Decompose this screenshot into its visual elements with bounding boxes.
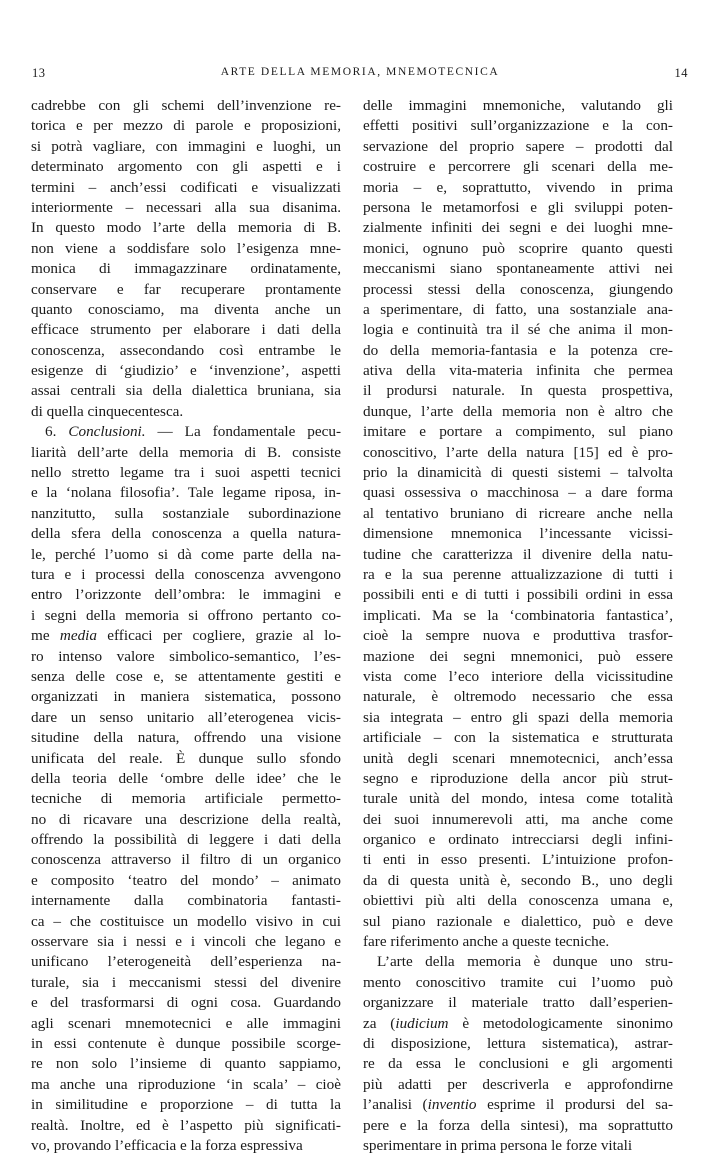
text-line: le, perché l’uomo si dà come parte della na- [31, 545, 341, 563]
text-line: e la ‘nolana filosofia’. Tale legame riposa, in- [31, 484, 341, 502]
text-line: unificano l’eterogeneità dell’esperienza na- [31, 953, 341, 971]
text-line: me media efficaci per cogliere, grazie al lo- [31, 627, 342, 645]
text-line: 6. Conclusioni. — La fondamentale pecu- [45, 423, 341, 441]
text-line: dimensione mnemonica l’incessante vicissi- [363, 525, 673, 543]
text-line: a sperimentare, di fatto, una sostanziale ana- [363, 300, 673, 318]
text-line: della sfera della conoscenza a quella natura- [31, 525, 341, 543]
text-line: il prodursi naturale. In questa prospettiva, [363, 382, 673, 400]
text-line: senza delle cose e, se attentamente gestiti e [31, 667, 341, 685]
text-line: ma anche una riproduzione ‘in scala’ – cioè [31, 1075, 341, 1093]
text-line: nello stretto legame tra i suoi aspetti tecnici [31, 464, 341, 482]
text-line: naturale, è oltremodo necessario che essa [363, 688, 673, 706]
text-line: L’arte della memoria è dunque uno stru- [377, 953, 673, 971]
text-line: offrendo la possibilità di leggere i dati della [31, 831, 341, 849]
page-number-right: 14 [674, 66, 688, 80]
text-line: interiormente – necessari alla sua disanima. [31, 198, 341, 216]
text-line: possibili enti e di tutti i possibili ordini in essa [363, 586, 673, 604]
text-line: torica e per mezzo di parole e proposizioni, [31, 117, 341, 135]
text-line: ti enti in esso presenti. L’intuizione profon- [363, 851, 673, 869]
text-line: logia e continuità tra il sé che anima il mon- [363, 321, 673, 339]
text-line: quanto conosciamo, ma diventa anche un [31, 300, 341, 318]
text-line: conservare e far recuperare prontamente [31, 280, 341, 298]
text-line: cadrebbe con gli schemi dell’invenzione re- [31, 97, 341, 114]
text-line: za (iudicium è metodologicamente sinonimo [363, 1014, 673, 1032]
text-line: liarità dell’arte della memoria di B. consiste [31, 443, 341, 461]
text-line: vista come l’eco interiore della vicissitudine [363, 667, 673, 685]
text-line: osservare sia i nessi e i vincoli che legano e [31, 933, 341, 951]
text-line: conoscenza, assecondando così entrambe le [31, 341, 341, 359]
text-line: ra e la sua perenne attualizzazione di tutti i [363, 565, 673, 583]
text-line: pere e la forza della sintesi), ma soprattutto [363, 1116, 673, 1134]
text-line: conoscitivo, l’arte della natura [15] ed è pro- [363, 443, 673, 461]
text-line: organizzati in maniera sistematica, possono [31, 688, 341, 706]
text-line: fare riferimento anche a queste tecniche. [363, 933, 610, 951]
text-line: dare un senso unitario all’eterogenea vicis- [31, 708, 341, 726]
text-line: determinato argomento con gli aspetti e i [31, 158, 341, 176]
text-line: do della memoria-fantasia e la potenza cre- [363, 341, 673, 359]
text-line: unità degli scenari mnemotecnici, anch’essa [363, 749, 673, 767]
text-line: entro l’orizzonte dell’ombra: le immagini e [31, 586, 341, 604]
text-line: al tentativo bruniano di ricreare anche nella [363, 504, 673, 522]
text-line: non viene a soddisfare solo l’esigenza mne- [31, 239, 341, 257]
text-line: delle immagini mnemoniche, valutando gli [363, 97, 673, 114]
text-line: turale unità del mondo, intesa come totalità [363, 790, 673, 808]
text-line: conoscenza attraverso il filtro di un organico [31, 851, 341, 869]
text-line: organizzare il materiale tratto dall’esperien- [363, 994, 673, 1012]
text-line: imitare e portare a compimento, sul piano [363, 423, 673, 441]
text-line: dei suoi innumerevoli atti, ma anche come [363, 810, 673, 828]
text-line: da di questa unità è, secondo B., uno degli [363, 871, 673, 889]
text-line: sperimentare in prima persona le forze vitali [363, 1136, 633, 1154]
text-line: unificata del reale. È dunque sullo sfondo [31, 749, 341, 767]
text-line: tudine che caratterizza il divenire della natu- [363, 545, 673, 563]
text-line: assai centrali sia della dialettica bruniana, sia [31, 382, 341, 400]
text-line: re non solo l’insieme di quanto sappiamo, [31, 1055, 341, 1073]
text-line: mento conoscitivo tramite cui l’uomo può [363, 973, 673, 991]
text-line: meccanismi siano spontaneamente attivi nei [363, 260, 673, 278]
text-line: segno e riproduzione della ancor più strut- [363, 769, 673, 787]
text-line: in essi contenute è dunque possibile scorge- [31, 1034, 341, 1052]
text-line: effetti positivi sull’organizzazione e la con- [363, 117, 673, 135]
text-line: no di ricavare una descrizione della realtà, [31, 810, 341, 828]
text-line: implicati. Ma se la ‘combinatoria fantastica’, [363, 606, 673, 624]
text-line: monica di immagazzinare ordinatamente, [31, 260, 341, 278]
text-line: efficace strumento per elaborare i dati della [31, 321, 341, 339]
text-line: in similitudine e proporzione – di tutta la [31, 1096, 341, 1114]
text-line: turale, sia i meccanismi stessi del divenire [31, 973, 341, 991]
text-line: l’analisi (inventio esprime il prodursi del sa- [363, 1096, 674, 1114]
text-line: tecniche di memoria artificiale permetto- [31, 790, 341, 808]
text-line: sia integrata – entro gli spazi della memoria [363, 708, 673, 726]
text-line: processi stessi della conoscenza, giungendo [363, 280, 673, 298]
text-line: si potrà vagliare, con immagini e luoghi, un [31, 137, 341, 155]
text-line: realtà. Inoltre, ed è l’aspetto più significati- [31, 1116, 341, 1134]
text-line: monici, ognuno può scoprire quanto questi [363, 239, 673, 257]
text-line: ca – che costituisce un modello visivo in cui [31, 912, 341, 930]
left-column [31, 96, 342, 1154]
text-line: ativa della vita-materia infinita che permea [363, 362, 673, 380]
text-line: i segni della memoria si offrono pertanto co- [31, 606, 341, 624]
text-line: più adatti per descriverla e approfondirne [363, 1075, 673, 1093]
text-line: costruire e percorrere gli scenari della me- [363, 158, 673, 176]
text-line: re da essa le conclusioni e gli argomenti [363, 1055, 673, 1073]
text-line: e del trasformarsi di ogni cosa. Guardando [31, 994, 341, 1012]
text-line: zialmente infiniti dei segni e dei luoghi mne- [363, 219, 673, 237]
text-line: esigenze di ‘giudizio’ e ‘invenzione’, aspetti [31, 362, 341, 380]
text-line: cioè la sempre nuova e produttiva trasfor- [363, 627, 673, 645]
text-line: quasi ossessiva o macchinosa – a dare forma [363, 484, 673, 502]
text-line: obiettivi più alti della conoscenza umana e, [363, 892, 673, 910]
text-line: organico e ordinato intrecciarsi degli infini- [363, 831, 673, 849]
page-header [32, 66, 688, 86]
text-line: termini – anch’essi codificati e visualizzati [31, 178, 341, 196]
text-line: dunque, l’arte della memoria non è altro che [363, 402, 673, 420]
text-line: e composito ‘teatro del mondo’ – animato [31, 871, 341, 889]
text-line: situdine della natura, offrendo una visione [31, 729, 341, 747]
text-line: persona le metamorfosi e gli sviluppi poten- [363, 198, 673, 216]
text-line: In questo modo l’arte della memoria di B. [31, 219, 341, 237]
text-line: prio la dinamicità di questi sistemi – talvolta [363, 464, 673, 482]
right-column [363, 96, 674, 1154]
text-line: servazione del proprio sapere – prodotti dal [363, 137, 673, 155]
text-line: ro intenso valore simbolico-semantico, l’es- [31, 647, 341, 665]
text-line: tura e i processi della conoscenza avvengono [31, 565, 341, 583]
text-line: nanzitutto, sulla sostanziale subordinazione [31, 504, 341, 522]
text-line: moria – e, soprattutto, vivendo in prima [363, 178, 673, 196]
text-line: sul piano razionale e dialettico, può e deve [363, 912, 673, 930]
page-number-left: 13 [32, 66, 46, 80]
text-line: artificiale – con la sistematica e strutturata [363, 729, 673, 747]
text-line: della teoria delle ‘ombre delle idee’ che le [31, 769, 341, 787]
text-line: di quella cinquecentesca. [31, 402, 184, 420]
text-line: agli scenari mnemotecnici e alle immagini [31, 1014, 341, 1032]
text-line: vo, provando l’efficacia e la forza espressiva [31, 1136, 303, 1154]
running-title: ARTE DELLA MEMORIA, MNEMOTECNICA [220, 66, 500, 78]
text-line: mazione dei segni mnemonici, può essere [363, 647, 673, 665]
text-line: internamente dalla combinatoria fantasti- [31, 892, 341, 910]
text-line: di disposizione, lettura sistematica), astrar- [363, 1034, 673, 1052]
